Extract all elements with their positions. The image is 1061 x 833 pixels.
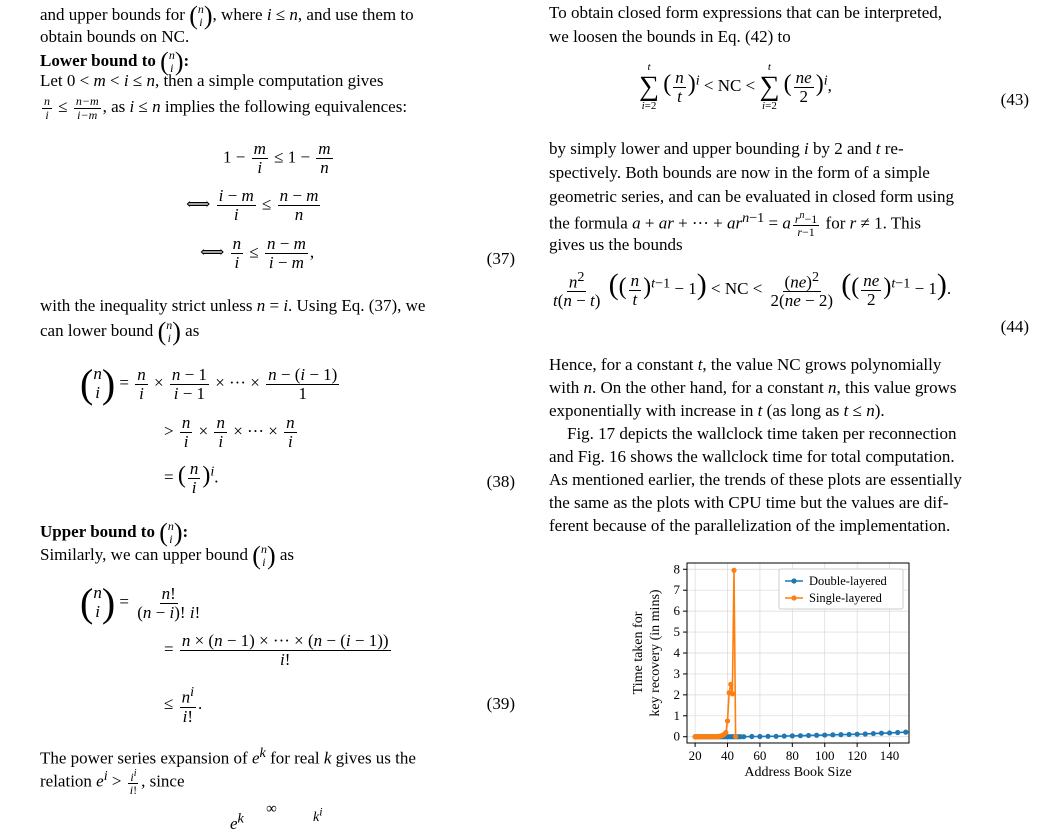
y-tick-label: 3	[673, 665, 680, 681]
data-point	[830, 732, 835, 737]
y-tick-label: 1	[673, 707, 680, 723]
eq37-number: (37)	[486, 249, 515, 268]
y-tick-label: 7	[673, 582, 680, 598]
lower-bound-heading: Lower bound to ( n i ) :	[40, 47, 190, 77]
data-point	[728, 682, 733, 687]
eq38-number: (38)	[486, 472, 515, 491]
fig-line-5: ferent because of the parallelization of the implementation.	[549, 516, 951, 535]
x-tick-label: 100	[814, 748, 835, 763]
fig-line-3: As mentioned earlier, the trends of these plots are essentially	[549, 470, 962, 489]
x-axis-label: Address Book Size	[744, 765, 852, 780]
y-tick-label: 5	[673, 624, 680, 640]
data-point	[790, 733, 795, 738]
after43-line-1: by simply lower and upper bounding i by 2 and t re-	[549, 139, 904, 158]
eq39-line3: ≤ $\frac{n^i}{i!}$ .	[164, 684, 203, 726]
after43-line-5: gives us the bounds	[549, 235, 683, 254]
data-point	[730, 691, 735, 696]
eq37-line2: ⟺ $\frac{i - m}{i}$ ≤ $\frac{n - m}{n}$	[186, 186, 319, 224]
data-point	[757, 734, 762, 739]
data-point	[733, 734, 738, 739]
data-point	[863, 731, 868, 736]
hence-line-2: with n. On the other hand, for a constant n, this value grows	[549, 378, 957, 397]
legend-marker	[791, 595, 796, 600]
x-tick-label: 20	[688, 748, 702, 763]
eq37-line3: ⟺ $\frac{n}{i}$ ≤ $\frac{n - m}{i - m}$ ,	[200, 234, 315, 272]
eq43-number: (43)	[1000, 90, 1029, 109]
x-tick-label: 80	[785, 748, 799, 763]
y-tick-label: 8	[673, 561, 680, 577]
legend-label: Double-layered	[809, 574, 887, 588]
y-tick-label: 0	[673, 728, 680, 744]
data-point	[774, 734, 779, 739]
data-point	[782, 733, 787, 738]
after43-line-2: spectively. Both bounds are now in the form of a simple	[549, 163, 930, 182]
fig-line-2: and Fig. 16 shows the wallclock time for total computation.	[549, 447, 955, 466]
eq44-number: (44)	[1000, 317, 1029, 336]
after37-line-2: can lower bound ( n i ) as	[40, 317, 200, 347]
data-point	[879, 731, 884, 736]
y-tick-label: 2	[673, 686, 680, 702]
y-tick-label: 4	[673, 645, 680, 660]
data-point	[822, 732, 827, 737]
x-tick-label: 60	[753, 748, 767, 763]
intro-line-2: obtain bounds on NC.	[40, 27, 190, 46]
eq43: t ∑ i=2 ( $\frac{n}{t}$ )$^i$ < NC < t ∑ i=2 ( $\frac{ne}{2}$ )$^i$,	[639, 61, 832, 112]
eq39-line2: = $\frac{n \times (n - 1) \times \cdot\cdot\cdot \times (n - (i - 1))}{i!}$	[164, 631, 389, 669]
legend-label: Single-layered	[809, 591, 882, 605]
data-point	[838, 732, 843, 737]
data-point	[723, 730, 728, 735]
data-point	[814, 733, 819, 738]
after43-line-3: geometric series, and can be evaluated in closed form using	[549, 187, 955, 206]
fig-line-4: the same as the plots with CPU time but the values are dif-	[549, 493, 949, 512]
fig-line-1: Fig. 17 depicts the wallclock time taken per reconnection	[567, 424, 957, 443]
data-point	[871, 731, 876, 736]
lower-text-line-1: Let 0 < m < i ≤ n, then a simple computation gives	[40, 71, 384, 90]
right-intro-line-1: To obtain closed form expressions that can be interpreted,	[549, 3, 942, 22]
data-point	[741, 734, 746, 739]
x-tick-label: 140	[879, 748, 900, 763]
data-point	[749, 734, 754, 739]
upper-text: Similarly, we can upper bound ( n i ) as	[40, 541, 295, 571]
x-tick-label: 40	[721, 748, 735, 763]
upper-bound-heading: Upper bound to ( n i ) :	[40, 518, 189, 548]
power-line-2: relation $e^i$ > $\frac{i^i}{i!}$ , since	[40, 767, 185, 798]
y-tick-label: 6	[673, 603, 680, 619]
hence-line-1: Hence, for a constant t, the value NC grows polynomially	[549, 355, 942, 374]
eq39-number: (39)	[486, 694, 515, 713]
data-point	[806, 733, 811, 738]
x-tick-label: 120	[847, 748, 867, 763]
after43-line-4: the formula a + ar + ··· + $ar^{n-1} = a$ $\frac{r^n-1}{r-1}$ for r ≠ 1. This	[549, 209, 921, 240]
data-point	[846, 732, 851, 737]
eq38-line3: = ( $\frac{n}{i}$ )$^i$.	[164, 459, 219, 497]
power-line-1: The power series expansion of $e^k$ for real k gives us the	[40, 745, 416, 768]
eq44: $\frac{n^2}{t(n - t)}$ (( $\frac{n}{t}$ )$^{t-1}$ − 1) < NC < $\frac{(ne)^2}{2(ne - 2)}$ (( $\frac{ne}{2}$ )$^{t-1}$ − 1).	[553, 268, 952, 311]
data-point	[731, 568, 736, 573]
y-axis-label-line-1: Time taken for	[631, 611, 646, 695]
eq39-line1: ( n i ) = $\frac{n!}{(n - i)! i!}$	[80, 580, 201, 625]
data-point	[855, 732, 860, 737]
data-point	[765, 734, 770, 739]
intro-line-1: and upper bounds for ( n i ) , where i ≤ n, and use them to	[40, 1, 414, 31]
data-point	[903, 730, 908, 735]
address-book-chart	[620, 555, 920, 800]
hence-line-3: exponentially with increase in t (as long as t ≤ n).	[549, 401, 885, 420]
eq38-line2: > $\frac{n}{i}$ × $\frac{n}{i}$ × ··· × $\frac{n}{i}$	[164, 413, 295, 451]
eq40-partial: $e^k$ ∞ $k^i$	[230, 800, 323, 833]
right-intro-line-2: we loosen the bounds in Eq. (42) to	[549, 27, 791, 46]
after37-line-1: with the inequality strict unless n = i. Using Eq. (37), we	[40, 296, 426, 315]
data-point	[887, 730, 892, 735]
series-line-1	[695, 570, 736, 736]
data-point	[895, 730, 900, 735]
legend-marker	[791, 578, 796, 583]
lower-text-line-2: $\frac{n}{i}$ ≤ $\frac{n-m}{i-m}$ , as i ≤ n implies the following equivalences:	[44, 94, 408, 122]
data-point	[798, 733, 803, 738]
y-axis-label-line-2: key recovery (in mins)	[648, 589, 663, 717]
eq38-line1: ( n i ) = $\frac{n}{i}$ × $\frac{n - 1}{i - 1}$ × ··· × $\frac{n - (i - 1)}{1}$	[80, 361, 338, 406]
eq37-line1: 1 − $\frac{m}{i}$ ≤ 1 − $\frac{m}{n}$	[223, 139, 331, 177]
data-point	[725, 718, 730, 723]
